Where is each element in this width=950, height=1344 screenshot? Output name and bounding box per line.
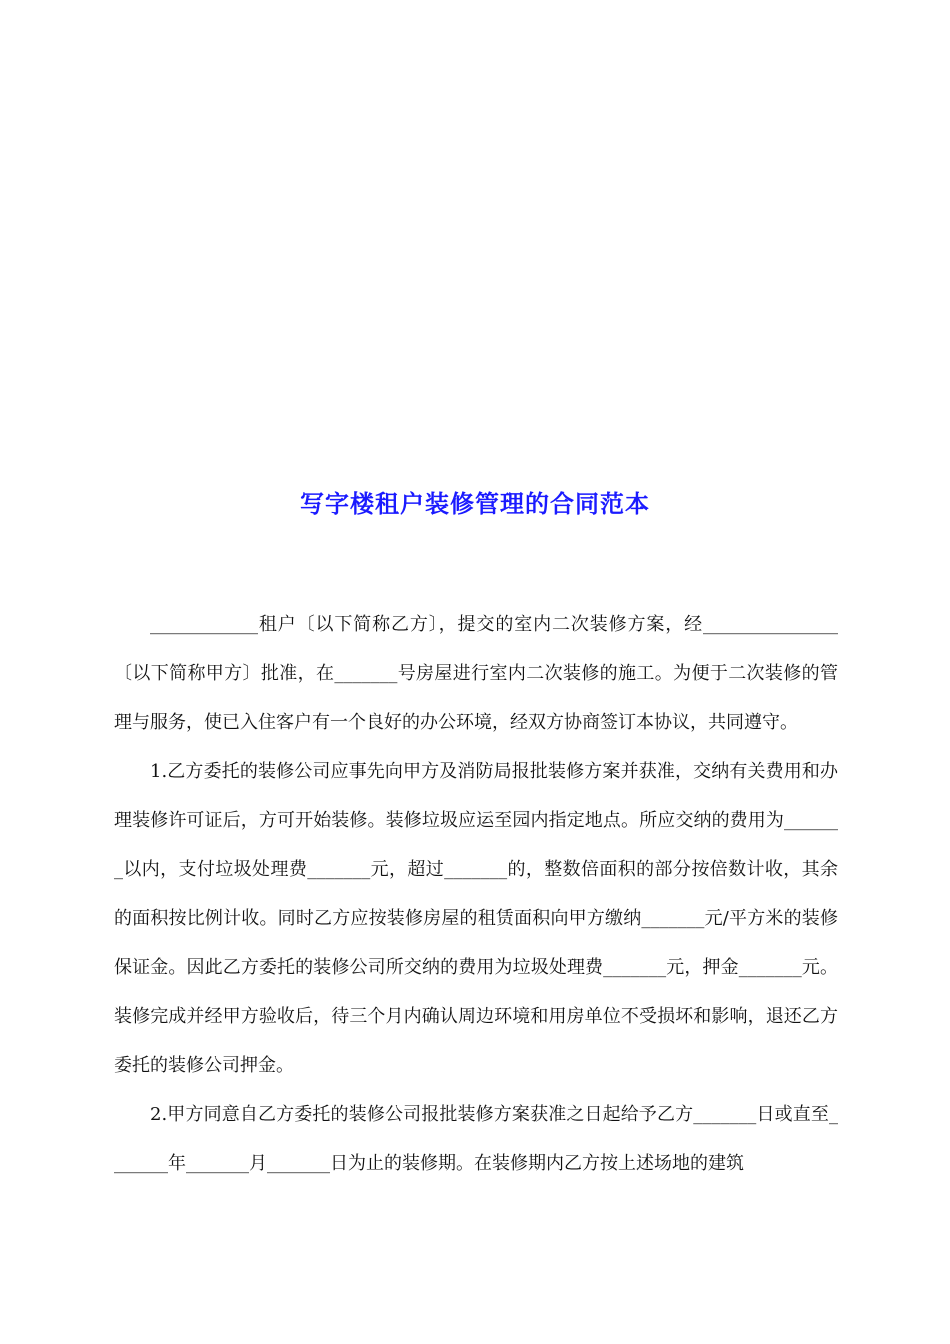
clause-2-paragraph: 2.甲方同意自乙方委托的装修公司报批装修方案获准之日起给予乙方_______日或直至_______年_______月_______日为止的装修期。在装修期内乙方按上述场地的建筑 [114,1104,838,1174]
intro-paragraph: ____________租户〔以下简称乙方〕，提交的室内二次装修方案，经_______________〔以下简称甲方〕批准，在_______号房屋进行室内二次装修的施工。为便于二次装修的管理与服务，使已入住客户有一个良好的办公环境，经双方协商签订本协议，共同遵守。 [114,614,838,733]
document-title: 写字楼租户装修管理的合同范本 [300,490,650,518]
document-body [114,600,838,1188]
clause-1-paragraph: 1.乙方委托的装修公司应事先向甲方及消防局报批装修方案并获准，交纳有关费用和办理装修许可证后，方可开始装修。装修垃圾应运至园内指定地点。所应交纳的费用为_______以内，支付垃圾处理费_______元，超过_______的，整数倍面积的部分按倍数计收，其余的面积按比例计收。同时乙方应按装修房屋的租赁面积向甲方缴纳_______元/平方米的装修保证金。因此乙方委托的装修公司所交纳的费用为垃圾处理费_______元，押金_______元。装修完成并经甲方验收后，待三个月内确认周边环境和用房单位不受损坏和影响，退还乙方委托的装修公司押金。 [114,761,838,1076]
